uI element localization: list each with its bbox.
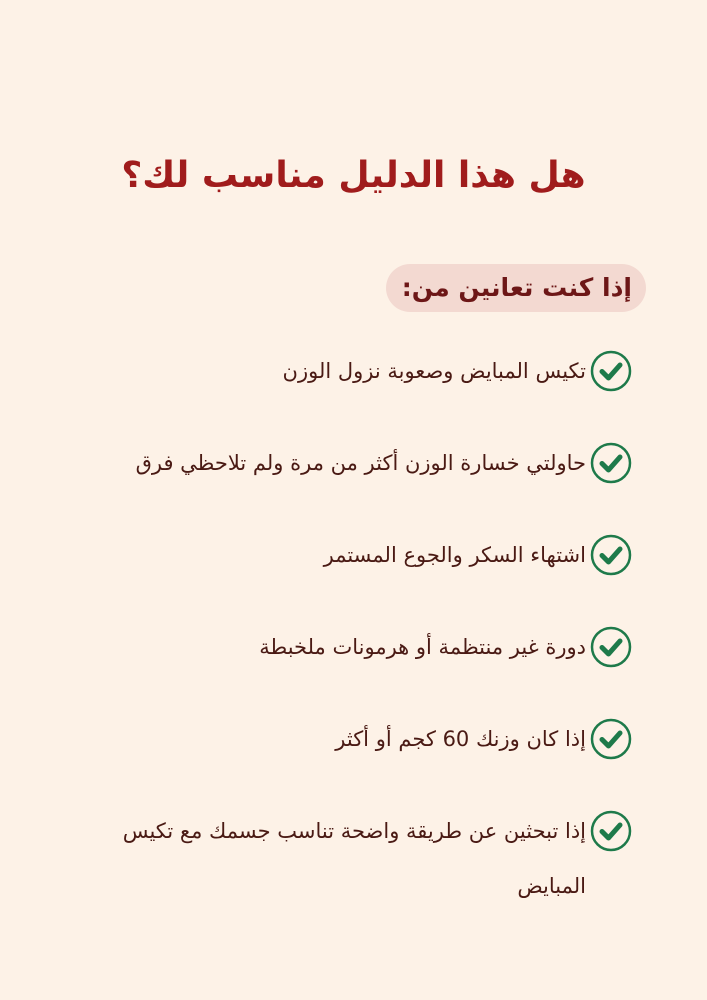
symptom-list: [72, 346, 632, 956]
list-item-text: دورة غير منتظمة أو هرمونات ملخبطة: [259, 635, 586, 659]
list-item: [72, 346, 632, 396]
list-item: [72, 530, 632, 580]
intro-label: إذا كنت تعانين من:: [386, 264, 646, 312]
check-circle-icon: [590, 718, 632, 760]
list-item: [72, 806, 632, 914]
check-circle-icon: [590, 810, 632, 852]
list-item-text: إذا كان وزنك 60 كجم أو أكثر: [335, 727, 586, 751]
list-item: [72, 714, 632, 764]
check-circle-icon: [590, 442, 632, 484]
list-item: [72, 622, 632, 672]
check-circle-icon: [590, 534, 632, 576]
list-item-text: اشتهاء السكر والجوع المستمر: [323, 543, 586, 567]
check-circle-icon: [590, 350, 632, 392]
check-circle-icon: [590, 626, 632, 668]
page-title: هل هذا الدليل مناسب لك؟: [121, 155, 586, 196]
list-item: [72, 438, 632, 488]
list-item-text: تكيس المبايض وصعوبة نزول الوزن: [282, 359, 586, 383]
list-item-text: حاولتي خسارة الوزن أكثر من مرة ولم تلاحظي فرق: [135, 451, 586, 475]
list-item-text: إذا تبحثين عن طريقة واضحة تناسب جسمك مع تكيس المبايض: [122, 819, 586, 898]
